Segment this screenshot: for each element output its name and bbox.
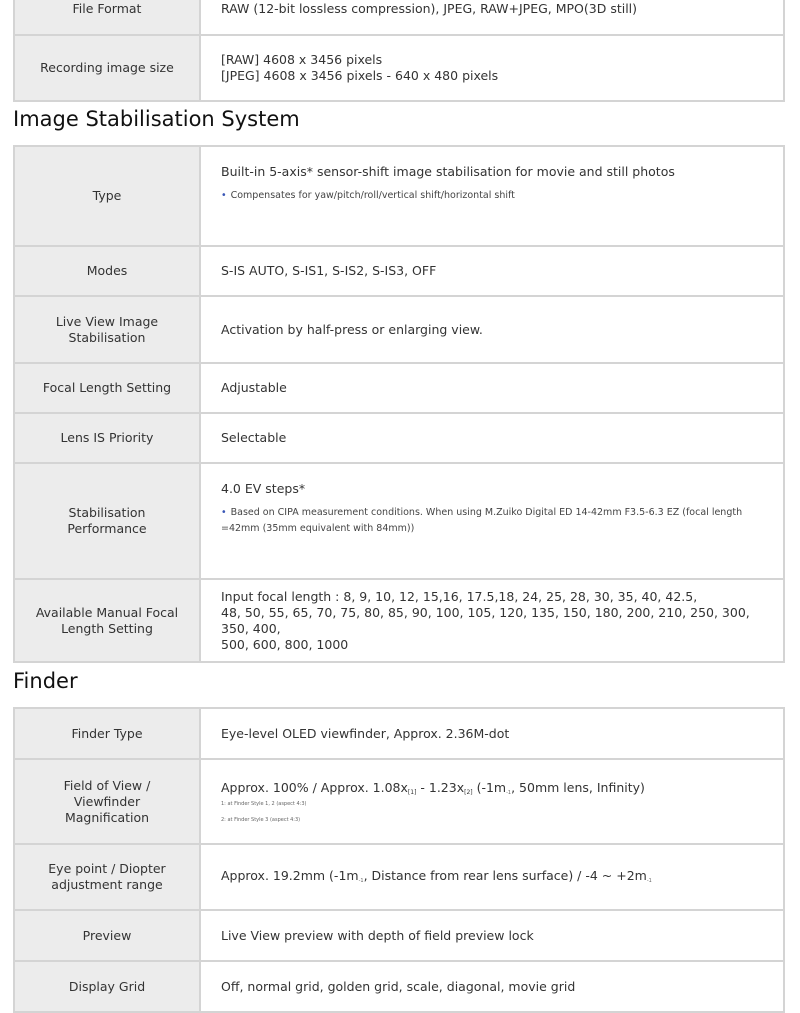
bullet-icon: •	[221, 190, 227, 201]
spec-table-image-stabilisation	[13, 145, 785, 663]
row-label: Modes	[14, 246, 200, 296]
row-value: Activation by half-press or enlarging view.	[200, 296, 784, 363]
footnote: 1: at Finder Style 1, 2 (aspect 4:3)	[221, 800, 307, 807]
row-label: Lens IS Priority	[14, 413, 200, 463]
row-label: Available Manual Focal Length Setting	[14, 579, 200, 662]
row-value: Approx. 100% / Approx. 1.08x[1] - 1.23x[2] (-1m-1, 50mm lens, Infinity) 1: at Finder Style 1, 2 (aspect 4:3) 2: at Finder Style 3 (aspect 4:3)	[200, 759, 784, 844]
row-label: Live View Image Stabilisation	[14, 296, 200, 363]
table-row	[14, 463, 784, 579]
table-row	[14, 0, 784, 35]
row-value: Selectable	[200, 413, 784, 463]
row-label: Recording image size	[14, 35, 200, 101]
table-row	[14, 296, 784, 363]
table-row	[14, 413, 784, 463]
row-label: Focal Length Setting	[14, 363, 200, 413]
row-value: RAW (12-bit lossless compression), JPEG, RAW+JPEG, MPO(3D still)	[200, 0, 784, 35]
section-title-image-stabilisation: Image Stabilisation System	[13, 107, 300, 131]
table-row	[14, 910, 784, 961]
table-row	[14, 708, 784, 759]
row-label: Display Grid	[14, 961, 200, 1012]
table-row	[14, 246, 784, 296]
footnote: 2: at Finder Style 3 (aspect 4:3)	[221, 816, 301, 823]
table-row	[14, 759, 784, 844]
table-row	[14, 35, 784, 101]
row-label: Eye point / Diopter adjustment range	[14, 844, 200, 910]
row-value: Adjustable	[200, 363, 784, 413]
row-label: Finder Type	[14, 708, 200, 759]
row-label: Type	[14, 146, 200, 246]
row-value: Off, normal grid, golden grid, scale, diagonal, movie grid	[200, 961, 784, 1012]
row-value: Eye-level OLED viewfinder, Approx. 2.36M-dot	[200, 708, 784, 759]
row-value: [RAW] 4608 x 3456 pixels [JPEG] 4608 x 3456 pixels - 640 x 480 pixels	[200, 35, 784, 101]
row-value: 4.0 EV steps* • Based on CIPA measurement conditions. When using M.Zuiko Digital ED 14-42mm F3.5-6.3 EZ (focal length =42mm (35mm equivalent with 84mm))	[200, 463, 784, 579]
row-label: Stabilisation Performance	[14, 463, 200, 579]
spec-table-finder	[13, 707, 785, 1013]
table-row	[14, 961, 784, 1012]
table-row	[14, 844, 784, 910]
row-value: Input focal length : 8, 9, 10, 12, 15,16, 17.5,18, 24, 25, 28, 30, 35, 40, 42.5, 48, 50, 55, 65, 70, 75, 80, 85, 90, 100, 105, 120, 135, 150, 180, 200, 210, 250, 300, 350, 400, 500, 600, 800, 1000	[200, 579, 784, 662]
row-value: Live View preview with depth of field preview lock	[200, 910, 784, 961]
row-value: Approx. 19.2mm (-1m-1, Distance from rear lens surface) / -4 ~ +2m-1	[200, 844, 784, 910]
table-row	[14, 146, 784, 246]
table-row	[14, 363, 784, 413]
row-value: S-IS AUTO, S-IS1, S-IS2, S-IS3, OFF	[200, 246, 784, 296]
row-label: Preview	[14, 910, 200, 961]
bullet-icon: •	[221, 507, 227, 518]
row-value: Built-in 5-axis* sensor-shift image stabilisation for movie and still photos • Compensates for yaw/pitch/roll/vertical shift/horizontal shift	[200, 146, 784, 246]
row-label: Field of View / Viewfinder Magnification	[14, 759, 200, 844]
table-row	[14, 579, 784, 662]
section-title-finder: Finder	[13, 669, 78, 693]
row-label: File Format	[14, 0, 200, 35]
spec-table-top	[13, 0, 785, 102]
